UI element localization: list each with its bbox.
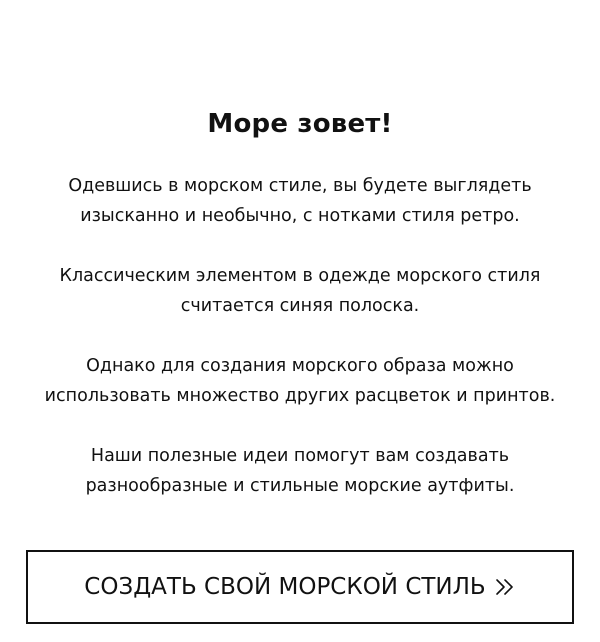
paragraph-line: считается синяя полоска. — [180, 296, 420, 316]
paragraph-line: разнообразные и стильные морские аутфиты. — [85, 476, 515, 496]
double-chevron-right-icon — [494, 576, 516, 598]
paragraph-1 — [40, 171, 560, 231]
paragraph-4 — [40, 441, 560, 501]
paragraph-line: Однако для создания морского образа можно — [86, 356, 514, 376]
create-style-button[interactable] — [26, 550, 574, 624]
paragraph-line: использовать множество других расцветок и принтов. — [44, 386, 556, 406]
create-style-button-label: СОЗДАТЬ СВОЙ МОРСКОЙ СТИЛЬ — [84, 574, 486, 600]
article-text — [40, 171, 560, 531]
paragraph-3 — [40, 351, 560, 411]
paragraph-line: Классическим элементом в одежде морского стиля — [59, 266, 541, 286]
paragraph-2 — [40, 261, 560, 321]
paragraph-line: Одевшись в морском стиле, вы будете выглядеть — [68, 176, 532, 196]
paragraph-line: изысканно и необычно, с нотками стиля ретро. — [80, 206, 520, 226]
page-title: Море зовет! — [207, 109, 393, 139]
paragraph-line: Наши полезные идеи помогут вам создавать — [90, 446, 510, 466]
